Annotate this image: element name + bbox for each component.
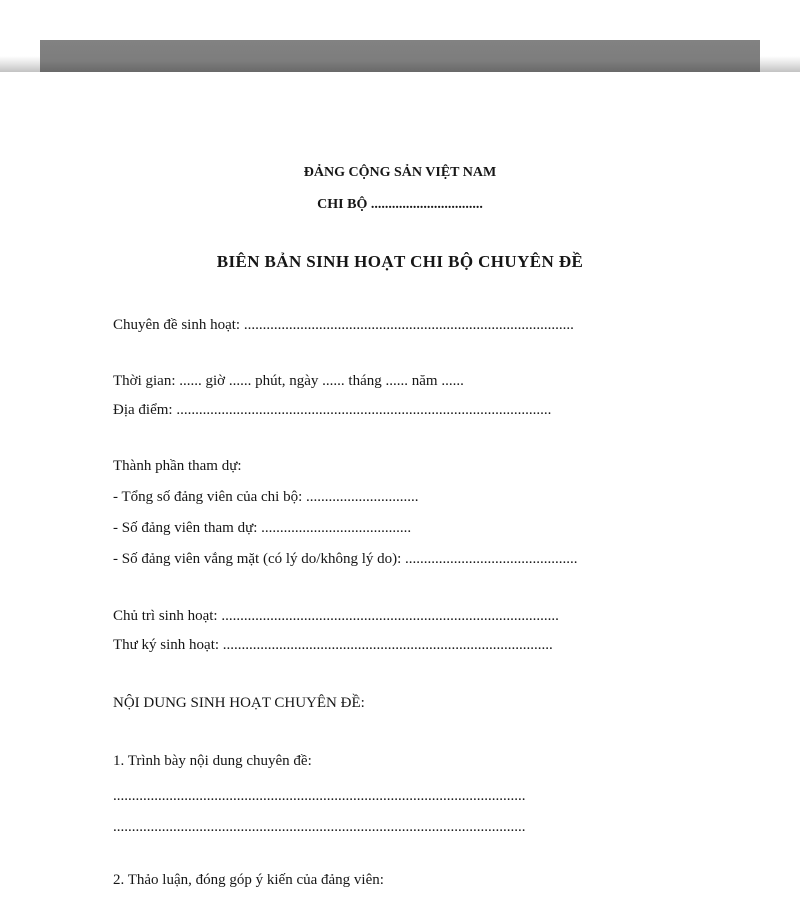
field-so-dang-vien-tham-du: - Số đảng viên tham dự: ........................................: [113, 520, 412, 536]
field-dia-diem: Địa điểm: ....................................................................................................: [113, 402, 552, 418]
org-name-line: ĐẢNG CỘNG SẢN VIỆT NAM: [303, 165, 497, 180]
chapter-line: CHI BỘ ................................: [317, 197, 483, 212]
blank-dotted-line: ..............................................................................................................: [113, 788, 526, 804]
field-thu-ky-sinh-hoat: Thư ký sinh hoạt: ........................................................................................: [113, 637, 553, 653]
field-chu-tri-sinh-hoat: Chủ trì sinh hoạt: ..........................................................................................: [113, 608, 559, 624]
document-title: BIÊN BẢN SINH HOẠT CHI BỘ CHUYÊN ĐỀ: [216, 252, 584, 271]
field-thoi-gian: Thời gian: ...... giờ ...... phút, ngày ...... tháng ...... năm ......: [113, 373, 464, 389]
blank-dotted-line: ..............................................................................................................: [113, 819, 526, 835]
item-2-heading: 2. Thảo luận, đóng góp ý kiến của đảng viên:: [113, 872, 384, 888]
field-chuyen-de-sinh-hoat: Chuyên đề sinh hoạt: ........................................................................................: [113, 317, 574, 333]
item-1-heading: 1. Trình bày nội dung chuyên đề:: [113, 753, 312, 769]
field-so-dang-vien-vang-mat: - Số đảng viên vắng mặt (có lý do/không lý do): ..............................................: [113, 551, 578, 567]
section-noi-dung-heading: NỘI DUNG SINH HOẠT CHUYÊN ĐỀ:: [113, 695, 365, 711]
section-thanh-phan-tham-du: Thành phần tham dự:: [113, 458, 242, 474]
field-tong-so-dang-vien: - Tổng số đảng viên của chi bộ: ..............................: [113, 489, 419, 505]
